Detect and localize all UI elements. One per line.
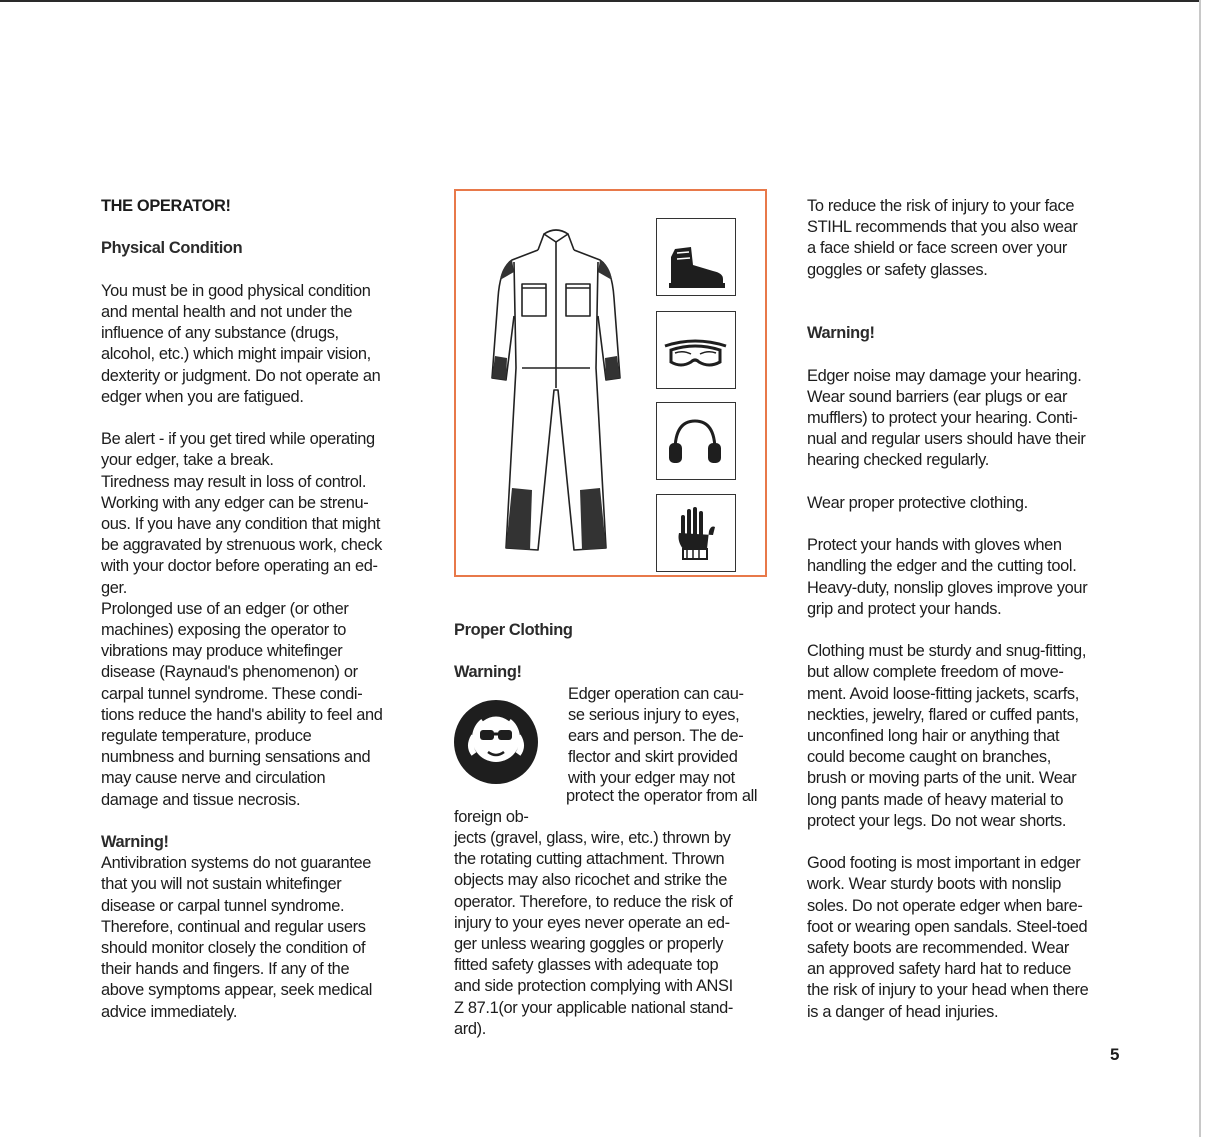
coverall-illustration xyxy=(486,228,626,558)
text-line: long pants made of heavy material to xyxy=(807,790,1064,809)
text-line: Tiredness may result in loss of control. xyxy=(101,472,367,491)
text-line: nual and regular users should have their xyxy=(807,430,1086,449)
page-number: 5 xyxy=(1110,1045,1120,1064)
text-line: regulate temperature, produce xyxy=(101,727,312,746)
text-line: ard). xyxy=(454,1019,486,1038)
text-line: that you will not sustain whitefinger xyxy=(101,875,342,894)
text-line: Wear proper protective clothing. xyxy=(807,493,1028,512)
text-line: Protect your hands with gloves when xyxy=(807,536,1062,555)
text-line: ment. Avoid loose-fitting jackets, scarfs, xyxy=(807,684,1079,703)
paragraph xyxy=(101,853,421,1023)
paragraph xyxy=(807,493,1127,514)
text-line: STIHL recommends that you also wear xyxy=(807,218,1078,237)
text-line: vibrations may produce whitefinger xyxy=(101,642,343,661)
text-line: hearing checked regularly. xyxy=(807,451,989,470)
left-column xyxy=(101,196,421,1023)
text-line: above symptoms appear, seek medical xyxy=(101,981,373,1000)
text-line: Working with any edger can be strenu- xyxy=(101,493,369,512)
section-heading: THE OPERATOR! xyxy=(101,197,231,215)
paragraph xyxy=(807,535,1127,620)
text-line: You must be in good physical condition xyxy=(101,281,371,300)
paragraph xyxy=(454,786,772,1040)
warning-heading: Warning! xyxy=(454,663,522,682)
text-line: machines) exposing the operator to xyxy=(101,621,347,640)
text-line: fitted safety glasses with adequate top xyxy=(454,956,719,975)
text-line: your edger, take a break. xyxy=(101,451,274,470)
text-line: Wear sound barriers (ear plugs or ear xyxy=(807,387,1068,406)
middle-column xyxy=(454,620,772,1040)
text-line: edger when you are fatigued. xyxy=(101,387,304,406)
text-line: and mental health and not under the xyxy=(101,302,353,321)
paragraph xyxy=(101,281,421,408)
text-line: should monitor closely the condition of xyxy=(101,939,366,958)
warning-heading: Warning! xyxy=(101,833,169,852)
text-line: Clothing must be sturdy and snug-fitting, xyxy=(807,642,1087,661)
safety-boot-icon xyxy=(656,218,736,296)
top-border-line xyxy=(0,0,1199,2)
text-line: but allow complete freedom of move- xyxy=(807,663,1064,682)
text-line: injury to your eyes never operate an ed- xyxy=(454,913,730,932)
text-line: disease or carpal tunnel syndrome. xyxy=(101,896,345,915)
text-line: the rotating cutting attachment. Thrown xyxy=(454,850,725,869)
text-line: influence of any substance (drugs, xyxy=(101,324,339,343)
text-line: grip and protect your hands. xyxy=(807,599,1002,618)
text-line: dexterity or judgment. Do not operate an xyxy=(101,366,381,385)
paragraph xyxy=(101,429,421,811)
text-line: soles. Do not operate edger when bare- xyxy=(807,896,1083,915)
paragraph xyxy=(807,196,1127,281)
text-line: Be alert - if you get tired while operating xyxy=(101,430,375,449)
text-line: Prolonged use of an edger (or other xyxy=(101,599,349,618)
glove-icon xyxy=(656,494,736,572)
text-line: carpal tunnel syndrome. These condi- xyxy=(101,684,363,703)
right-column xyxy=(807,196,1127,1023)
warning-heading: Warning! xyxy=(807,324,875,343)
text-line: Therefore, continual and regular users xyxy=(101,917,366,936)
text-line: unconfined long hair or anything that xyxy=(807,726,1060,745)
text-line: mufflers) to protect your hearing. Conti- xyxy=(807,408,1078,427)
text-line: jects (gravel, glass, wire, etc.) thrown by xyxy=(454,829,731,848)
text-line: se serious injury to eyes, xyxy=(568,705,740,724)
text-line: and side protection complying with ANSI xyxy=(454,977,733,996)
text-line: Heavy-duty, nonslip gloves improve your xyxy=(807,578,1088,597)
text-line: disease (Raynaud's phenomenon) or xyxy=(101,663,358,682)
text-line: brush or moving parts of the unit. Wear xyxy=(807,769,1077,788)
text-line: be aggravated by strenuous work, check xyxy=(101,536,382,555)
text-line: could become caught on branches, xyxy=(807,748,1051,767)
text-line: ger unless wearing goggles or properly xyxy=(454,935,724,954)
face-protection-warning-icon xyxy=(454,690,562,790)
text-line: foot or wearing open sandals. Steel-toed xyxy=(807,917,1088,936)
text-line: flector and skirt provided xyxy=(568,748,738,767)
text-line: To reduce the risk of injury to your face xyxy=(807,197,1075,215)
subsection-heading: Proper Clothing xyxy=(454,621,573,639)
text-line: ger. xyxy=(101,578,127,597)
text-line: Good footing is most important in edger xyxy=(807,854,1081,873)
text-line: work. Wear sturdy boots with nonslip xyxy=(807,875,1062,894)
ear-muffs-icon xyxy=(656,402,736,480)
text-line: tions reduce the hand's ability to feel and xyxy=(101,705,383,724)
text-line: their hands and fingers. If any of the xyxy=(101,960,350,979)
text-line: protect your legs. Do not wear shorts. xyxy=(807,811,1067,830)
text-line: is a danger of head injuries. xyxy=(807,1002,999,1021)
goggles-icon xyxy=(656,311,736,389)
paragraph xyxy=(807,641,1127,832)
text-line: Edger noise may damage your hearing. xyxy=(807,366,1082,385)
text-line: objects may also ricochet and strike the xyxy=(454,871,727,890)
text-line: goggles or safety glasses. xyxy=(807,260,988,279)
paragraph xyxy=(807,853,1127,1023)
text-line: ous. If you have any condition that might xyxy=(101,515,381,533)
text-line: operator. Therefore, to reduce the risk of xyxy=(454,892,733,911)
text-line: handling the edger and the cutting tool. xyxy=(807,557,1077,576)
text-line: protect the operator from all foreign ob- xyxy=(454,786,758,826)
text-line: an approved safety hard hat to reduce xyxy=(807,960,1072,979)
text-line: neckties, jewelry, flared or cuffed pants, xyxy=(807,705,1079,724)
text-line: with your edger may not xyxy=(568,769,735,788)
warning-paragraph xyxy=(454,684,772,790)
text-line: Edger operation can cau- xyxy=(568,684,744,703)
text-line: damage and tissue necrosis. xyxy=(101,790,301,809)
right-border-line xyxy=(1199,0,1201,1137)
text-line: numbness and burning sensations and xyxy=(101,748,371,767)
text-line: alcohol, etc.) which might impair vision, xyxy=(101,345,371,364)
text-line: the risk of injury to your head when there xyxy=(807,981,1089,1000)
paragraph xyxy=(807,366,1127,472)
text-line: with your doctor before operating an ed- xyxy=(101,557,378,576)
text-line: Antivibration systems do not guarantee xyxy=(101,854,372,873)
text-line: Z 87.1(or your applicable national stand- xyxy=(454,998,734,1017)
text-line: advice immediately. xyxy=(101,1002,238,1021)
subsection-heading: Physical Condition xyxy=(101,239,243,258)
text-line: may cause nerve and circulation xyxy=(101,769,326,788)
text-line: a face shield or face screen over your xyxy=(807,239,1068,258)
text-line: ears and person. The de- xyxy=(568,727,744,745)
text-line: safety boots are recommended. Wear xyxy=(807,939,1070,957)
